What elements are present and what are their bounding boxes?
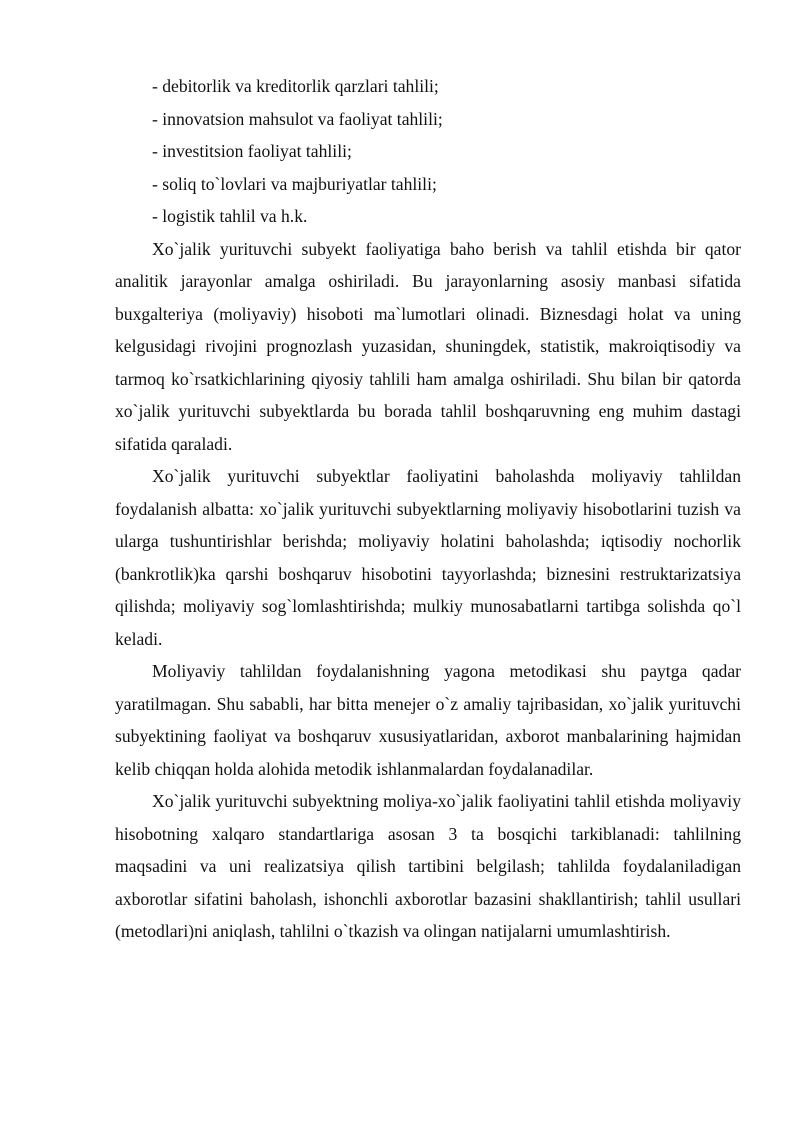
- document-page: [115, 70, 741, 948]
- list-item: - logistik tahlil va h.k.: [152, 206, 308, 226]
- analysis-types-list: [115, 70, 741, 233]
- list-item: - soliq to`lovlari va majburiyatlar tahlili;: [152, 173, 437, 194]
- paragraph-financial-analysis-usage: Xo`jalik yurituvchi subyektlar faoliyatini baholashda moliyaviy tahlildan foydalanish albatta: xo`jalik yurituvchi subyektlarning moliyaviy hisobotlarini tuzish va ularga tushuntirishlar berishda; moliyaviy holatini baholashda; iqtisodiy nochorlik (bankrotlik)ka qarshi boshqaruv hisobotini tayyorlashda; biznesini restruktarizatsiya qilishda; moliyaviy sog`lomlashtirishda; mulkiy munosabatlarni tartibga solishda qo`l keladi.: [115, 466, 741, 649]
- paragraph-methodology: Moliyaviy tahlildan foydalanishning yagona metodikasi shu paytga qadar yaratilmagan. Shu sababli, har bitta menejer o`z amaliy tajribasidan, xo`jalik yurituvchi subyektining faoliyat va boshqaruv xususiyatlaridan, axborot manbalarining hajmidan kelib chiqqan holda alohida metodik ishlanmalardan foydalanadilar.: [115, 661, 741, 779]
- list-item: - debitorlik va kreditorlik qarzlari tahlili;: [152, 76, 439, 96]
- paragraph-analytic-processes: Xo`jalik yurituvchi subyekt faoliyatiga baho berish va tahlil etishda bir qator analitik jarayonlar amalga oshiriladi. Bu jarayonlarning asosiy manbasi sifatida buxgalteriya (moliyaviy) hisoboti ma`lumotlari olinadi. Biznesdagi holat va uning kelgusidagi rivojini prognozlash yuzasidan, shuningdek, statistik, makroiqtisodiy va tarmoq ko`rsatkichlarining qiyosiy tahlili ham amalga oshiriladi. Shu bilan bir qatorda xo`jalik yurituvchi subyektlarda bu borada tahlil boshqaruvning eng muhim dastagi sifatida qaraladi.: [115, 238, 741, 454]
- paragraph-analysis-stages: Xo`jalik yurituvchi subyektning moliya-xo`jalik faoliyatini tahlil etishda moliyaviy hisobotning xalqaro standartlariga asosan 3 ta bosqichi tarkiblanadi: tahlilning maqsadini va uni realizatsiya qilish tartibini belgilash; tahlilda foydalaniladigan axborotlar sifatini baholash, ishonchli axborotlar bazasini shakllantirish; tahlil usullari (metodlari)ni aniqlash, tahlilni o`tkazish va olingan natijalarni umumlashtirish.: [115, 791, 741, 941]
- list-item: - innovatsion mahsulot va faoliyat tahlili;: [152, 108, 443, 129]
- list-item: - investitsion faoliyat tahlili;: [152, 141, 352, 161]
